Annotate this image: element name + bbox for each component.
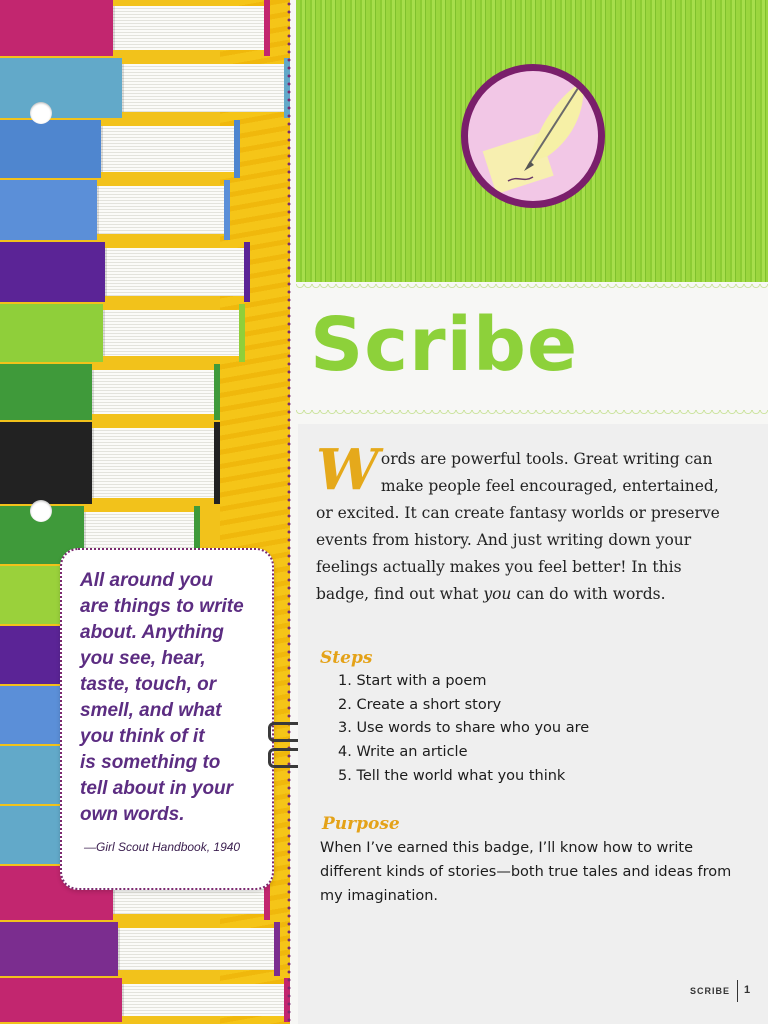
book-pages (113, 6, 264, 50)
book-pages (101, 126, 234, 172)
book-cover-edge (214, 364, 220, 420)
book-spine (0, 364, 92, 420)
book-spine (0, 58, 122, 118)
quill-pen-badge-icon (461, 64, 605, 208)
book-pages (118, 928, 274, 970)
book-pages (122, 64, 284, 112)
book-pages (92, 428, 214, 498)
book-spine (0, 0, 113, 56)
bottom-wave-border (296, 410, 768, 418)
footer-divider (737, 980, 738, 1002)
intro-text-end: can do with words. (511, 585, 666, 603)
book (0, 364, 220, 420)
book-spine (0, 242, 105, 302)
drop-cap: W (316, 437, 379, 503)
book-spine (0, 180, 97, 240)
step-item: 3. Use words to share who you are (338, 720, 590, 737)
page-title: Scribe (310, 302, 579, 388)
book-spine (0, 304, 103, 362)
book (0, 304, 245, 362)
step-item: 2. Create a short story (338, 696, 502, 713)
binder-hole (30, 500, 52, 522)
steps-heading: Steps (320, 648, 373, 668)
quote-card (60, 548, 274, 890)
book (0, 120, 240, 178)
book-pages (92, 370, 214, 414)
page-number: 1 (744, 984, 751, 996)
book-spine (0, 978, 122, 1022)
footer-label: SCRIBE (690, 986, 731, 996)
binder-hole (30, 102, 52, 124)
book-pages (97, 186, 224, 234)
book-cover-edge (224, 180, 230, 240)
book-pages (122, 984, 284, 1016)
book (0, 978, 290, 1022)
purpose-heading: Purpose (322, 814, 400, 834)
intro-text-start: ords are powerful tools. Great writing can make people feel encouraged, entertained, or excited. It can create fantasy worlds or preserve events from history. And just writing down your feelings actually makes you feel better! In this badge, find out what (316, 450, 720, 603)
book-cover-edge (244, 242, 250, 302)
book (0, 180, 230, 240)
book-cover-edge (214, 422, 220, 504)
book-cover-edge (264, 0, 270, 56)
purpose-text: When I’ve earned this badge, I’ll know how to write different kinds of stories—both true tales and ideas from my imagination. (320, 840, 732, 904)
book-spine (0, 120, 101, 178)
book (0, 922, 280, 976)
book-spine (0, 422, 92, 504)
book-cover-edge (239, 304, 245, 362)
step-item: 1. Start with a poem (338, 673, 487, 689)
book (0, 242, 250, 302)
book-spine (0, 922, 118, 976)
quote-credit: —Girl Scout Handbook, 1940 (84, 840, 241, 854)
book-cover-edge (234, 120, 240, 178)
intro-paragraph (316, 437, 736, 608)
steps-list (338, 670, 589, 789)
book-pages (105, 248, 244, 296)
book-cover-edge (274, 922, 280, 976)
book (0, 422, 220, 504)
top-wave-border (296, 284, 768, 292)
intro-emphasis: you (483, 585, 512, 603)
book (0, 0, 270, 56)
book-pages (103, 310, 239, 356)
step-item: 5. Tell the world what you think (338, 767, 566, 784)
step-item: 4. Write an article (338, 744, 468, 761)
quote-text: All around you are things to write about. Anything you see, hear, taste, touch, or smell, and what you think of it is something to tell about in your own words. (80, 570, 244, 825)
dotted-divider (287, 0, 291, 1024)
